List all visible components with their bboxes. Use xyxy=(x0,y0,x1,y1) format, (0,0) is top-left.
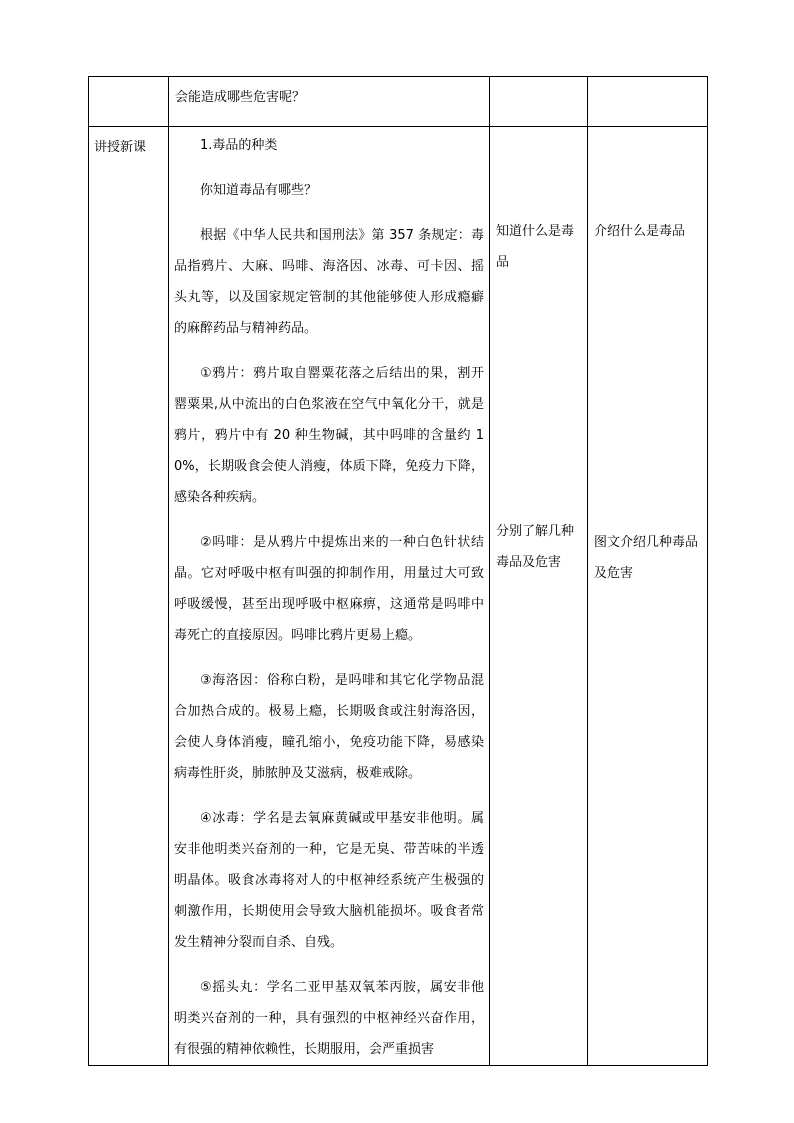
row1-content-cell xyxy=(169,77,490,127)
row1-section-cell xyxy=(89,77,169,127)
table-row xyxy=(89,127,708,1066)
student-activity-2: 分别了解几种毒品及危害 xyxy=(496,524,575,570)
row1-student-cell xyxy=(490,77,588,127)
content-paragraph-definition: 根据《中华人民共和国刑法》第 357 条规定：毒品指鸦片、大麻、吗啡、海洛因、冰毒、可卡因、摇头丸等，以及国家规定管制的其他能够使人形成瘾癖的麻醉药品与精神药品。 xyxy=(174,228,484,336)
content-paragraph-heroin: ③海洛因：俗称白粉，是吗啡和其它化学物品混合加热合成的。极易上瘾，长期吸食或注射海洛因，会使人身体消瘦，瞳孔缩小，免疫功能下降，易感染病毒性肝炎，肺脓肿及艾滋病，极难戒除。 xyxy=(174,673,484,781)
content-paragraph-morphine: ②吗啡：是从鸦片中提炼出来的一种白色针状结晶。它对呼吸中枢有叫强的抑制作用，用量过大可致呼吸缓慢，甚至出现呼吸中枢麻痹，这通常是吗啡中毒死亡的直接原因。吗啡比鸦片更易上瘾。 xyxy=(174,535,484,643)
student-activity-1: 知道什么是毒品 xyxy=(496,224,575,270)
row2-section-cell xyxy=(89,127,169,1066)
lesson-plan-table xyxy=(88,76,708,1066)
row1-content-text: 会能造成哪些危害呢？ xyxy=(175,90,306,105)
row2-student-cell xyxy=(490,127,588,1066)
content-paragraph-ecstasy: ⑤摇头丸：学名二亚甲基双氧苯丙胺，属安非他明类兴奋剂的一种，具有强烈的中枢神经兴奋作用，有很强的精神依赖性，长期服用，会严重损害 xyxy=(174,980,484,1057)
section-label: 讲授新课 xyxy=(94,140,147,155)
teacher-activity-2: 图文介绍几种毒品及危害 xyxy=(594,535,699,581)
content-heading: 1.毒品的种类 xyxy=(200,138,278,153)
content-question: 你知道毒品有哪些？ xyxy=(200,183,318,198)
content-paragraph-opium: ①鸦片：鸦片取自罂粟花落之后结出的果，割开罂粟果,从中流出的白色浆液在空气中氧化分干，就是鸦片，鸦片中有 20 种生物碱，其中吗啡的含量约 10%，长期吸食会使人消瘦，体质下降，免疫力下降，感染各种疾病。 xyxy=(174,366,484,505)
row2-teacher-cell xyxy=(588,127,708,1066)
table-row xyxy=(89,77,708,127)
teacher-activity-1: 介绍什么是毒品 xyxy=(594,224,686,239)
row1-teacher-cell xyxy=(588,77,708,127)
content-paragraph-meth: ④冰毒：学名是去氧麻黄碱或甲基安非他明。属安非他明类兴奋剂的一种，它是无臭、带苦味的半透明晶体。吸食冰毒将对人的中枢神经系统产生极强的刺激作用，长期使用会导致大脑机能损坏。吸食者常发生精神分裂而自杀、自残。 xyxy=(174,811,484,950)
row2-content-cell xyxy=(169,127,490,1066)
